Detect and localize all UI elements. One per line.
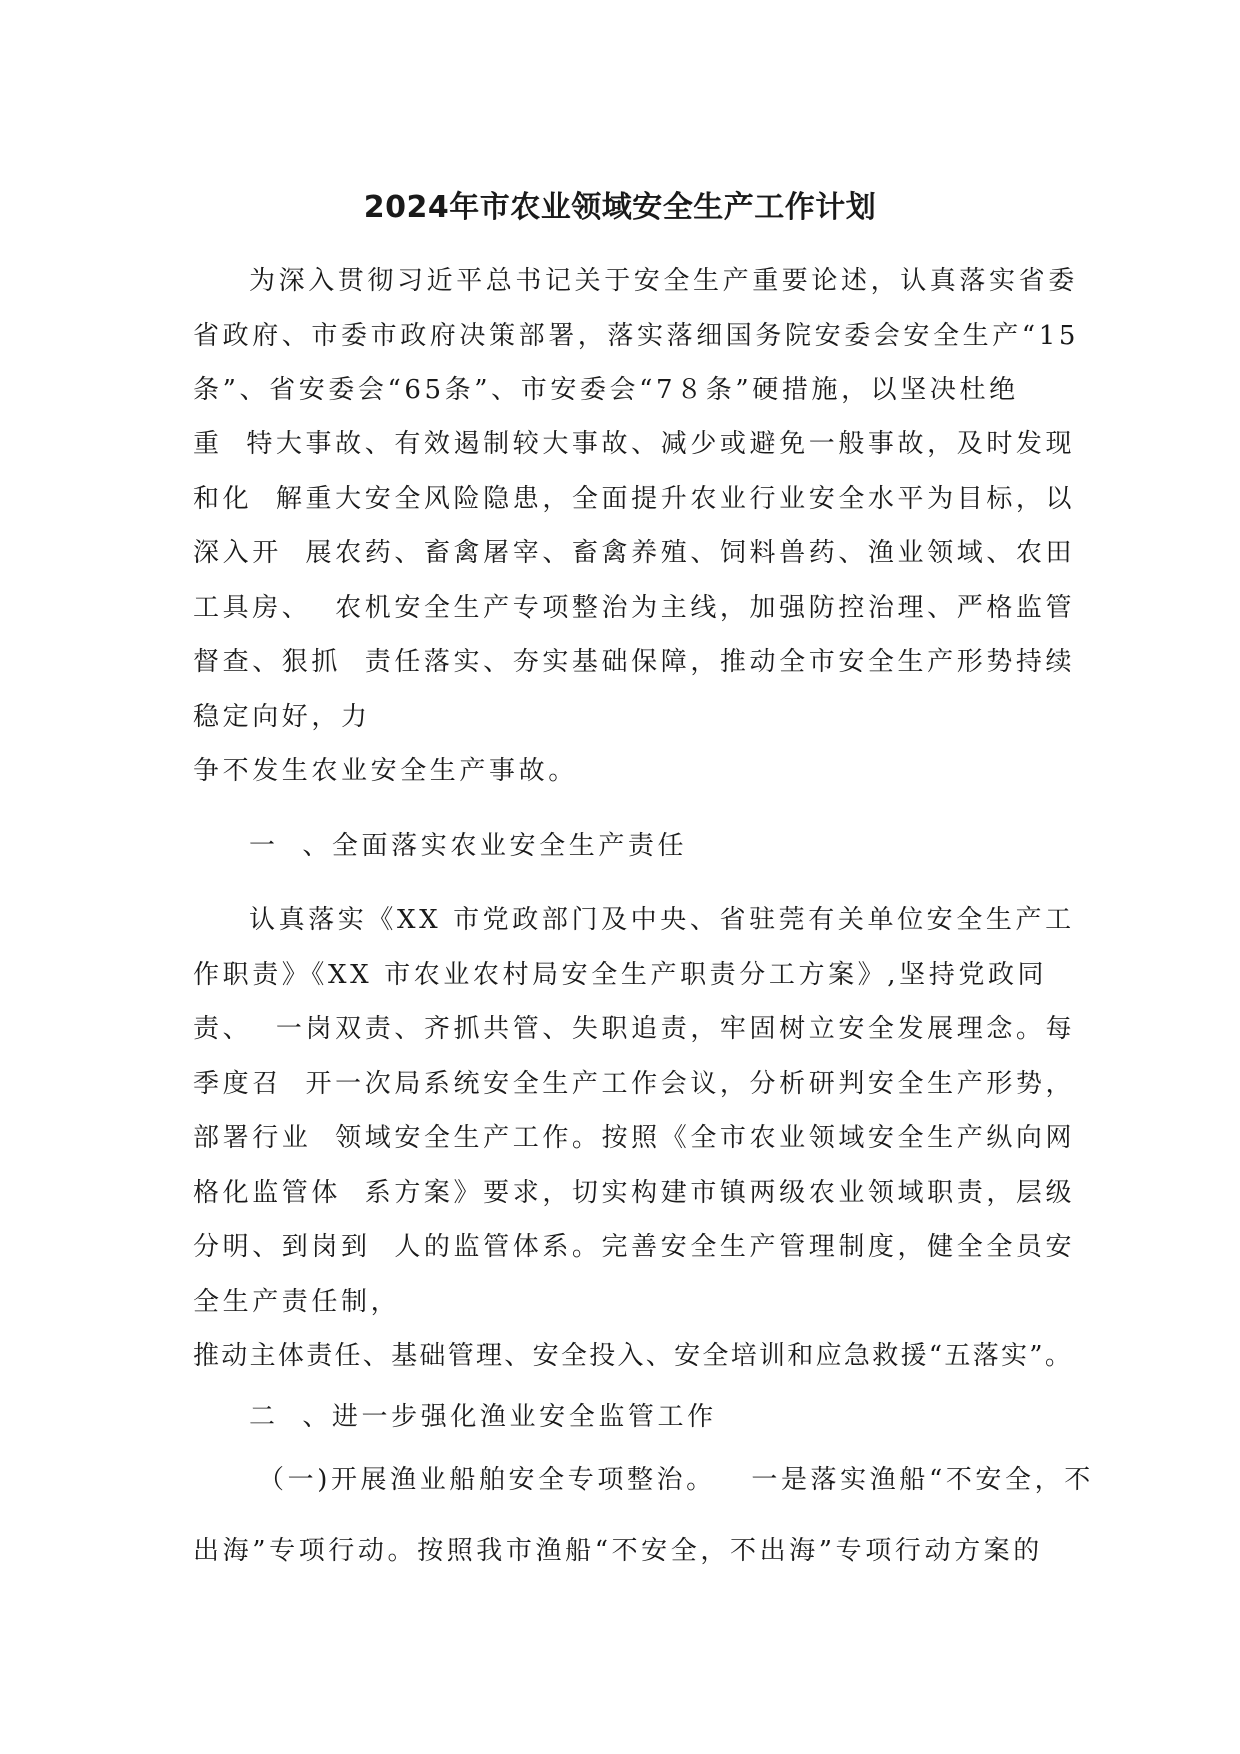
document-title: 2024年市农业领域安全生产工作计划 <box>363 190 877 225</box>
paragraph-line: 部署行业 领域安全生产工作。按照《全市农业领域安全生产纵向网 <box>193 1123 1076 1153</box>
paragraph-line: 责、 一岗双责、齐抓共管、失职追责，牢固树立安全发展理念。每 <box>193 1014 1076 1044</box>
paragraph-line: 重 特大事故、有效遏制较大事故、减少或避免一般事故，及时发现 <box>193 429 1076 459</box>
paragraph-line: 深入开 展农药、畜禽屠宰、畜禽养殖、饲料兽药、渔业领域、农田 <box>193 538 1076 568</box>
section-heading-1: 一 、全面落实农业安全生产责任 <box>249 831 688 861</box>
paragraph-line: 全生产责任制， <box>193 1287 401 1317</box>
paragraph-line: 为深入贯彻习近平总书记关于安全生产重要论述，认真落实省委 <box>249 266 1078 296</box>
section-heading-2: 二 、进一步强化渔业安全监管工作 <box>249 1402 717 1432</box>
paragraph-line: 争不发生农业安全生产事故。 <box>193 756 578 786</box>
paragraph-line: 省政府、市委市政府决策部署，落实落细国务院安委会安全生产“15 <box>193 321 1079 351</box>
paragraph-line: 督查、狠抓 责任落实、夯实基础保障，推动全市安全生产形势持续 <box>193 647 1076 677</box>
paragraph-line: 条”、省安委会“65条”、市安委会“7８条”硬措施，以坚决杜绝 <box>193 375 1019 405</box>
paragraph-line: 出海”专项行动。按照我市渔船“不安全，不出海”专项行动方案的 <box>193 1536 1043 1566</box>
paragraph-line: 和化 解重大安全风险隐患，全面提升农业行业安全水平为目标，以 <box>193 484 1076 514</box>
paragraph-line: 格化监管体 系方案》要求，切实构建市镇两级农业领域职责，层级 <box>193 1178 1076 1208</box>
subsection-line: （一)开展渔业船舶安全专项整治。 一是落实渔船“不安全，不 <box>258 1465 1094 1495</box>
paragraph-line: 工具房、 农机安全生产专项整治为主线，加强防控治理、严格监管 <box>193 593 1076 623</box>
paragraph-line: 作职责》《XX 市农业农村局安全生产职责分工方案》,坚持党政同 <box>193 960 1048 990</box>
paragraph-line: 推动主体责任、基础管理、安全投入、安全培训和应急救援“五落实”。 <box>193 1341 1074 1371</box>
paragraph-line: 季度召 开一次局系统安全生产工作会议，分析研判安全生产形势， <box>193 1069 1076 1099</box>
paragraph-line: 分明、到岗到 人的监管体系。完善安全生产管理制度，健全全员安 <box>193 1232 1076 1262</box>
paragraph-line: 稳定向好，力 <box>193 702 371 732</box>
paragraph-line: 认真落实《XX 市党政部门及中央、省驻莞有关单位安全生产工 <box>249 905 1075 935</box>
